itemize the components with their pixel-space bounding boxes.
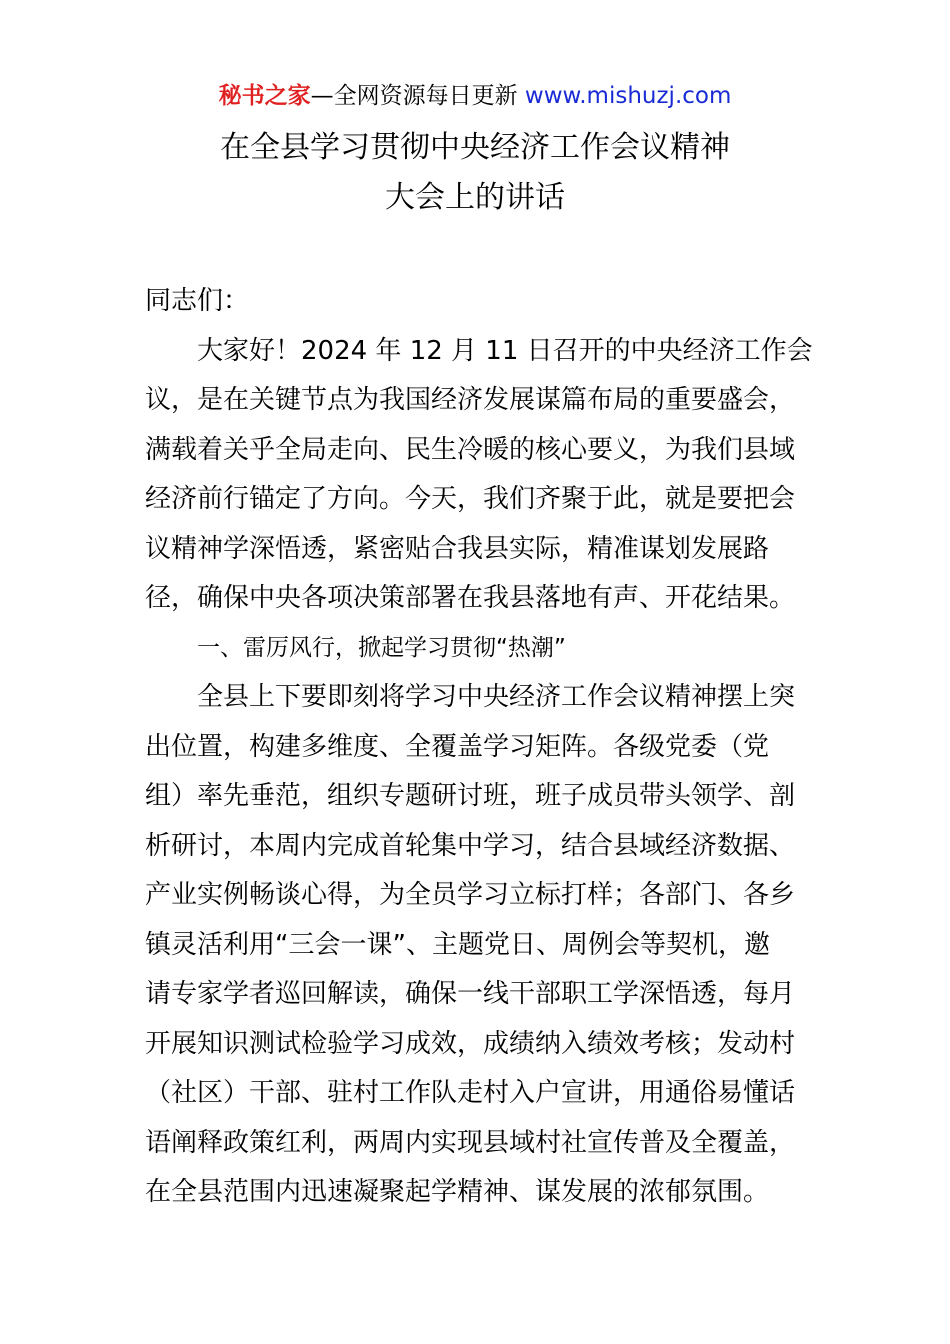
site-tagline: —全网资源每日更新 bbox=[310, 83, 518, 109]
paragraph-line: 全县上下要即刻将学习中央经济工作会议精神摆上突 bbox=[197, 682, 796, 712]
section-heading-1: 一、雷厉风行，掀起学习贯彻“热潮” bbox=[197, 634, 566, 661]
paragraph-line: 镇灵活利用“三会一课”、主题党日、周例会等契机，邀 bbox=[145, 929, 770, 960]
paragraph-line: 议精神学深悟透，紧密贴合我县实际，精准谋划发展路 bbox=[145, 533, 770, 564]
paragraph-line: 请专家学者巡回解读，确保一线干部职工学深悟透，每月 bbox=[145, 979, 796, 1009]
site-header bbox=[0, 80, 950, 112]
document-title-line-1: 在全县学习贯彻中央经济工作会议精神 bbox=[220, 130, 730, 165]
paragraph-line: 开展知识测试检验学习成效，成绩纳入绩效考核；发动村 bbox=[145, 1028, 796, 1059]
document-title-line-2: 大会上的讲话 bbox=[385, 180, 565, 215]
paragraph-line: 出位置，构建多维度、全覆盖学习矩阵。各级党委（党 bbox=[145, 731, 770, 762]
paragraph-line: 语阐释政策红利，两周内实现县域村社宣传普及全覆盖， bbox=[145, 1127, 796, 1158]
document-body bbox=[145, 277, 813, 1218]
paragraph-line: 组）率先垂范，组织专题研讨班，班子成员带头领学、剖 bbox=[145, 781, 796, 811]
paragraph-line: 径，确保中央各项决策部署在我县落地有声、开花结果。 bbox=[145, 583, 796, 613]
site-url-link[interactable]: www.mishuzj.com bbox=[524, 83, 732, 109]
paragraph-2 bbox=[145, 673, 810, 1218]
paragraph-line: 在全县范围内迅速凝聚起学精神、谋发展的浓郁氛围。 bbox=[145, 1177, 770, 1207]
salutation: 同志们： bbox=[145, 286, 250, 316]
paragraph-line: 经济前行锚定了方向。今天，我们齐聚于此，就是要把会 bbox=[145, 484, 796, 514]
paragraph-line: 议，是在关键节点为我国经济发展谋篇布局的重要盛会， bbox=[145, 385, 796, 415]
paragraph-line: 大家好！2024 年 12 月 11 日召开的中央经济工作会 bbox=[197, 335, 813, 366]
paragraph-line: 产业实例畅谈心得，为全员学习立标打样；各部门、各乡 bbox=[145, 880, 796, 910]
site-brand: 秘书之家 bbox=[218, 83, 311, 109]
paragraph-line: 满载着关乎全局走向、民生冷暖的核心要义，为我们县域 bbox=[145, 434, 796, 465]
paragraph-line: （社区）干部、驻村工作队走村入户宣讲，用通俗易懂话 bbox=[145, 1078, 796, 1108]
paragraph-line: 析研讨，本周内完成首轮集中学习，结合县域经济数据、 bbox=[145, 830, 796, 861]
paragraph-1 bbox=[145, 327, 813, 624]
